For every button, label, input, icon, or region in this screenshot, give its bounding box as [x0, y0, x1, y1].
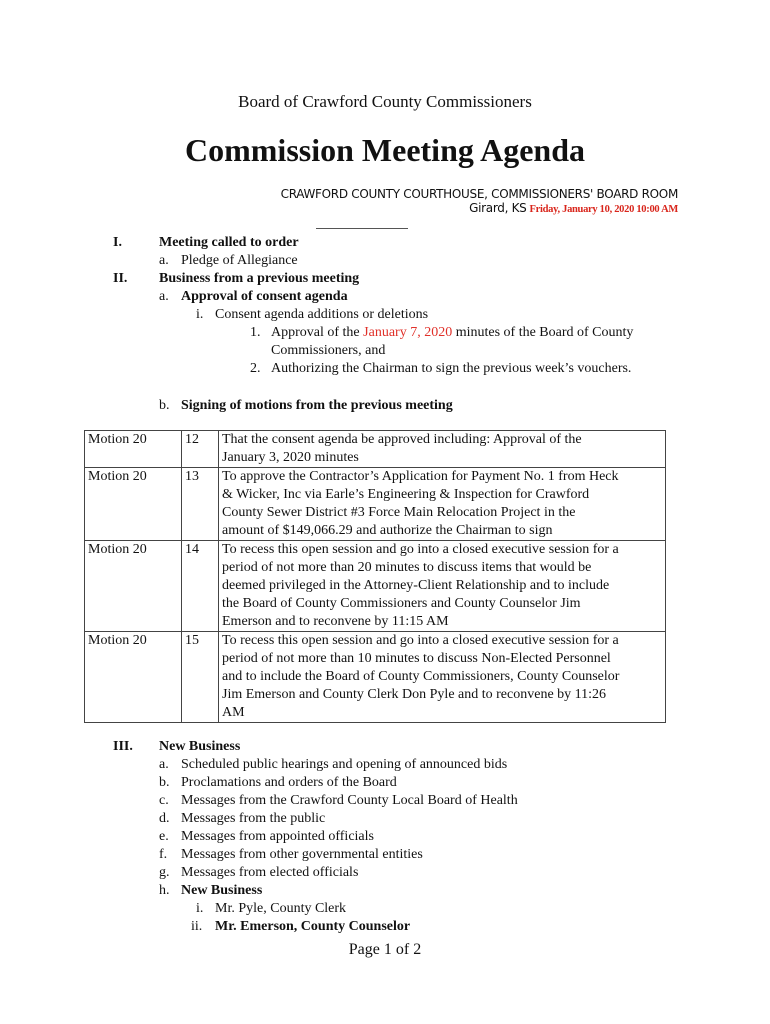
motion-label: Motion 20: [85, 632, 182, 723]
section-1-item-a-marker: a.: [159, 253, 169, 268]
section-1-numeral: I.: [113, 235, 122, 250]
section-2-item1: Approval of the January 7, 2020 minutes of the Board of County: [271, 325, 634, 340]
section-1-item-a: Pledge of Allegiance: [181, 253, 298, 268]
list-item-marker: b.: [159, 775, 170, 790]
motion-number: 15: [182, 632, 219, 723]
list-item: Messages from other governmental entities: [181, 847, 423, 862]
motion-number: 13: [182, 468, 219, 541]
section-2-a-marker: a.: [159, 289, 169, 304]
list-item-marker: a.: [159, 757, 169, 772]
list-item-marker: c.: [159, 793, 169, 808]
motion-text: That the consent agenda be approved including: Approval of the January 3, 2020 minutes: [219, 431, 666, 468]
page-title: Commission Meeting Agenda: [185, 132, 585, 168]
city: Girard, KS: [469, 201, 527, 215]
motion-text: To recess this open session and go into a closed executive session for a period of not more than 20 minutes to discuss items that would be deemed privileged in the Attorney-Client Relationship and to include the Board of County Commissioners and County Counselor Jim Emerson and to reconvene by 11:15 AM: [219, 541, 666, 632]
section-2-b-marker: b.: [159, 398, 170, 413]
page-number: Page 1 of 2: [348, 941, 422, 958]
list-item-marker: f.: [159, 847, 168, 862]
table-row: [85, 468, 666, 541]
list-item: Messages from the public: [181, 811, 326, 826]
section-2-heading: Business from a previous meeting: [159, 271, 360, 286]
motion-label: Motion 20: [85, 468, 182, 541]
list-item: Messages from appointed officials: [181, 829, 374, 844]
minutes-date: January 7, 2020: [363, 325, 453, 340]
motion-number: 12: [182, 431, 219, 468]
section-2-numeral: II.: [113, 271, 128, 286]
list-item: Messages from the Crawford County Local Board of Health: [181, 793, 518, 808]
section-3-numeral: III.: [113, 739, 133, 754]
list-item: Messages from elected officials: [181, 865, 359, 880]
section-2-item1-marker: 1.: [250, 325, 261, 340]
section-1-heading: Meeting called to order: [159, 235, 299, 250]
section-2-item1-cont: Commissioners, and: [271, 343, 386, 358]
table-row: [85, 632, 666, 723]
city-date-line: [469, 201, 678, 215]
section-2-i-text: Consent agenda additions or deletions: [215, 307, 429, 322]
list-item: Scheduled public hearings and opening of announced bids: [181, 757, 508, 772]
list-item: New Business: [181, 883, 263, 898]
meeting-datetime: Friday, January 10, 2020 10:00 AM: [529, 204, 678, 215]
section-2-a-heading: Approval of consent agenda: [181, 289, 348, 304]
section-2-b-heading: Signing of motions from the previous meeting: [181, 398, 453, 413]
sub-item: Mr. Emerson, County Counselor: [215, 919, 411, 934]
organization-name: Board of Crawford County Commissioners: [238, 92, 532, 111]
section-3-heading: New Business: [159, 739, 241, 754]
motion-number: 14: [182, 541, 219, 632]
list-item-marker: h.: [159, 883, 170, 898]
section-2-item2-marker: 2.: [250, 361, 261, 376]
list-item-marker: g.: [159, 865, 170, 880]
list-item: Proclamations and orders of the Board: [181, 775, 397, 790]
sub-item-marker: i.: [196, 901, 204, 916]
divider: [316, 228, 408, 229]
sub-item-marker: ii.: [191, 919, 203, 934]
table-row: [85, 431, 666, 468]
location-line: CRAWFORD COUNTY COURTHOUSE, COMMISSIONERS' BOARD ROOM: [280, 187, 678, 201]
table-row: [85, 541, 666, 632]
list-item-marker: d.: [159, 811, 170, 826]
section-2-i-marker: i.: [196, 307, 204, 322]
sub-item: Mr. Pyle, County Clerk: [215, 901, 347, 916]
section-2-item2: Authorizing the Chairman to sign the previous week’s vouchers.: [271, 361, 632, 376]
motion-text: To approve the Contractor’s Application for Payment No. 1 from Heck & Wicker, Inc via Earle’s Engineering & Inspection for Crawford County Sewer District #3 Force Main Relocation Project in the amount of $149,066.29 and authorize the Chairman to sign: [219, 468, 666, 541]
motion-label: Motion 20: [85, 541, 182, 632]
motions-table: [84, 430, 666, 723]
motion-text: To recess this open session and go into a closed executive session for a period of not more than 10 minutes to discuss Non-Elected Personnel and to include the Board of County Commissioners, County Counselor Jim Emerson and County Clerk Don Pyle and to reconvene by 11:26 AM: [219, 632, 666, 723]
list-item-marker: e.: [159, 829, 169, 844]
motion-label: Motion 20: [85, 431, 182, 468]
